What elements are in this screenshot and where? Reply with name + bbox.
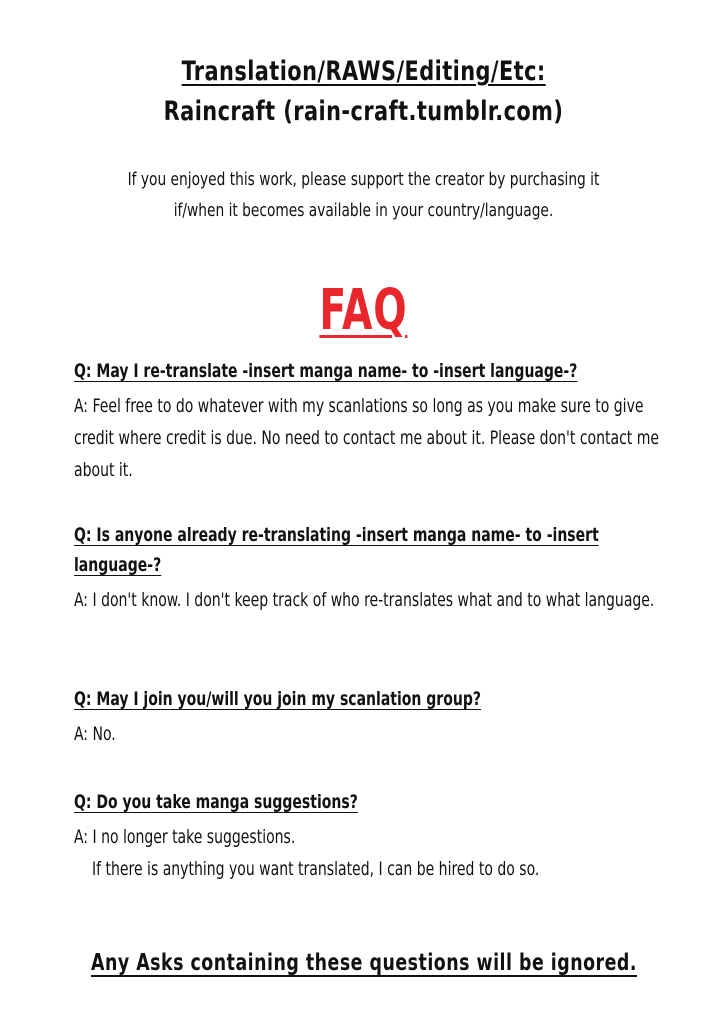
faq-answer: A: No.: [74, 723, 116, 745]
faq-answer-line: A: I no longer take suggestions.: [74, 826, 296, 848]
faq-item: [74, 520, 664, 616]
faq-question: Q: Do you take manga suggestions?: [74, 791, 358, 813]
support-note: If you enjoyed this work, please support the creator by purchasing it if/when it becomes available in your country/language.: [127, 169, 600, 221]
faq-question: Q: Is anyone already re-translating -insert manga name- to -insert language-?: [74, 524, 599, 576]
faq-item: [74, 356, 664, 486]
credits-title: Translation/RAWS/Editing/Etc:: [181, 56, 546, 87]
footer-note: [0, 950, 727, 976]
faq-answer: A: I don't know. I don't keep track of who re-translates what and to what language.: [74, 589, 655, 611]
faq-answer: A: Feel free to do whatever with my scanlations so long as you make sure to give credit where credit is due. No need to contact me about it. Please don't contact me about it.: [74, 395, 660, 481]
faq-item: [74, 787, 664, 885]
credits-header: [0, 52, 727, 132]
faq-item: [74, 684, 664, 750]
faq-answer-line: If there is anything you want translated, I can be hired to do so.: [92, 858, 540, 880]
credits-name: Raincraft (rain-craft.tumblr.com): [163, 96, 564, 127]
footer-note-text: Any Asks containing these questions will be ignored.: [90, 950, 637, 976]
faq-question: Q: May I re-translate -insert manga name- to -insert language-?: [74, 360, 578, 382]
faq-heading: [0, 278, 727, 343]
faq-answer: [74, 821, 664, 885]
faq-heading-text: FAQ: [319, 278, 408, 343]
faq-question: Q: May I join you/will you join my scanlation group?: [74, 688, 482, 710]
